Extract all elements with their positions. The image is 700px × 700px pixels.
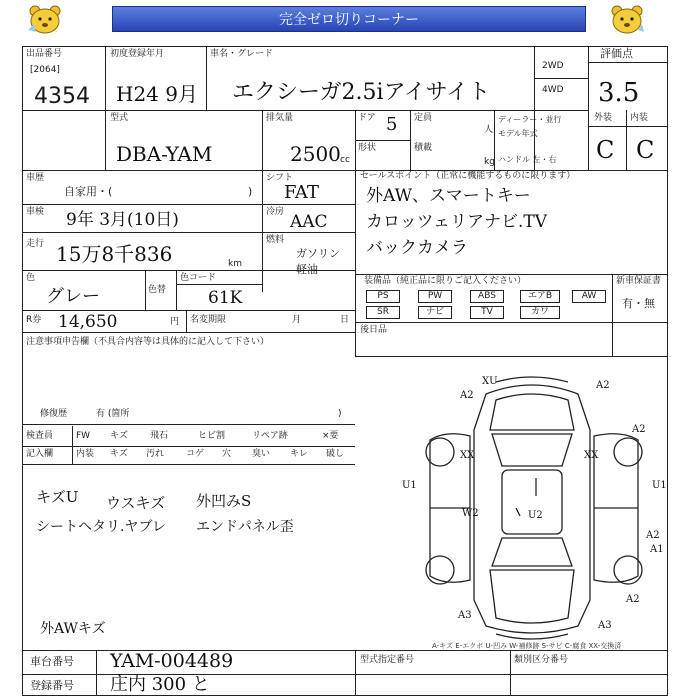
equipment-label: 装備品（純正品に限りご記入ください）: [364, 276, 527, 286]
registration-period-label: 名変期限: [190, 315, 227, 325]
inspection-value: 9年 3月(10日): [66, 210, 179, 230]
drive-4wd-label: 4WD: [542, 85, 564, 95]
aircon-value: AAC: [290, 212, 328, 232]
interior-dirt: 汚れ: [146, 449, 165, 459]
inspection-label: 車検: [26, 207, 45, 217]
equip-aw: AW: [572, 290, 606, 303]
inspector-label: 検査員: [26, 431, 54, 441]
model-type-value: DBA-YAM: [116, 142, 213, 166]
color-change-label: 色替: [148, 285, 167, 295]
damage-mark-a2-front-left: A2: [460, 390, 474, 401]
vehicle-category-close: ): [248, 185, 253, 198]
selling-point-2: カロッツェリアナビ.TV: [366, 212, 547, 232]
lot-number: 4354: [34, 84, 90, 109]
equip-navi: ナビ: [418, 306, 452, 319]
displacement-value: 2500: [290, 142, 341, 166]
shift-label: シフト: [266, 173, 294, 183]
car-damage-diagram: [400, 370, 668, 646]
equip-leather: カワ: [520, 306, 560, 319]
exterior-grade: C: [596, 136, 615, 164]
interior-smell: 臭い: [252, 449, 271, 459]
chassis-number-label: 車台番号: [30, 655, 74, 668]
doors-label: ドア: [358, 113, 376, 123]
damage-mark-u1-left: U1: [402, 480, 417, 491]
interior-cut: キレ: [290, 449, 308, 459]
selling-point-3: バックカメラ: [366, 238, 468, 258]
equip-sr: SR: [366, 306, 400, 319]
note-dent-s: 外凹みS: [196, 492, 252, 510]
equip-ps: PS: [366, 290, 400, 303]
damage-mark-a2-rear: A2: [626, 594, 640, 605]
bear-mascot-icon: [24, 4, 66, 34]
note-scratch-u: キズU: [36, 488, 79, 506]
vehicle-category-label: 車歴: [26, 173, 45, 183]
rear-items-label: 後日品: [360, 325, 388, 335]
interior-hole: 穴: [222, 449, 232, 459]
new-car-warranty-label: 新車保証書: [616, 276, 662, 286]
inspector-fw: FW: [76, 431, 91, 441]
vehicle-category-value: 自家用・(: [64, 185, 113, 198]
damage-mark-a2-right: A2: [632, 424, 646, 435]
inspector-required: ×要: [322, 431, 339, 441]
load-unit: kg: [484, 157, 495, 167]
note-end-panel: エンドパネル歪: [196, 519, 294, 535]
fuel-label: 燃料: [266, 235, 285, 245]
lot-code: [2064]: [30, 65, 60, 75]
damage-mark-u1-right: U1: [652, 480, 667, 491]
plate-number-label: 登録番号: [30, 679, 74, 692]
model-grade-label: 車名・グレード: [210, 49, 274, 59]
mileage-unit: km: [228, 259, 242, 269]
bear-mascot-icon: [606, 4, 648, 34]
damage-mark-xu-front: XU: [482, 376, 498, 387]
interior-label: 内装: [630, 113, 649, 123]
interior-label-2: 内装: [76, 449, 95, 459]
inspector-notes-label: 記入欄: [26, 449, 54, 459]
interior-scratch: キズ: [110, 449, 128, 459]
interior-burn: コゲ: [186, 449, 205, 459]
repair-history-label: 修復歴: [40, 409, 68, 419]
inspector-crack: ヒビ割: [198, 431, 226, 441]
damage-mark-xx-right: XX: [584, 450, 599, 461]
recycle-ticket-unit: 円: [170, 317, 180, 327]
damage-mark-a3-rear-left: A3: [458, 610, 472, 621]
recycle-ticket-label: R券: [26, 315, 42, 325]
fuel-option-gasoline: ガソリン: [296, 247, 340, 260]
equip-airbag: エアB: [520, 290, 560, 303]
inspector-chip: 飛石: [150, 431, 169, 441]
damage-mark-a2-front-right: A2: [596, 380, 610, 391]
damage-mark-a2-rear-right: A2: [646, 530, 660, 541]
color-code-label: 色コード: [180, 273, 217, 283]
type-approval-label: 型式指定番号: [360, 655, 415, 665]
lot-number-label: 出品番号: [26, 49, 63, 59]
doors-value: 5: [386, 114, 398, 135]
displacement-label: 排気量: [266, 113, 294, 123]
model-type-label: 型式: [110, 113, 129, 123]
repair-history-value: 有 (箇所: [96, 409, 130, 419]
dealer-label: ディーラー・並行: [498, 115, 562, 124]
damage-mark-xx-left: XX: [460, 450, 475, 461]
chassis-number-value: YAM-004489: [110, 650, 234, 672]
page-title: 完全ゼロ切りコーナー: [112, 6, 586, 32]
note-light-scratch: ウスキズ: [106, 494, 166, 512]
mileage-label: 走行: [26, 239, 45, 249]
equip-abs: ABS: [470, 290, 504, 303]
damage-mark-u2: U2: [528, 510, 543, 521]
mileage-value: 15万8千836: [56, 242, 173, 266]
fuel-option-diesel: 軽油: [296, 263, 318, 276]
color-label: 色: [26, 273, 36, 283]
registration-period-day: 日: [340, 315, 350, 325]
selling-point-1: 外AW、スマートキー: [366, 186, 531, 206]
new-car-warranty-value: 有・無: [622, 297, 655, 310]
selling-points-label: セールスポイント（正常に機能するものに限ります）: [360, 171, 576, 181]
damage-mark-w2: W2: [462, 508, 479, 519]
aircon-label: 冷房: [266, 207, 285, 217]
plate-number-value: 庄内 300 と: [110, 674, 210, 695]
damage-mark-a1-rear: A1: [650, 544, 664, 555]
handle-label: ハンドル 左・右: [498, 155, 557, 164]
exterior-label: 外装: [594, 113, 613, 123]
registration-period-month: 月: [292, 315, 302, 325]
capacity-label: 定員: [414, 113, 433, 123]
equip-pw: PW: [418, 290, 452, 303]
drive-2wd-label: 2WD: [542, 61, 564, 71]
first-registration-value: H24 9月: [116, 82, 198, 106]
category-number-label: 類別区分番号: [514, 655, 569, 665]
color-code-value: 61K: [208, 288, 243, 308]
recycle-ticket-value: 14,650: [58, 312, 118, 332]
displacement-unit: cc: [340, 155, 350, 165]
shift-value: FAT: [284, 182, 319, 203]
inspector-scratch: キズ: [110, 431, 128, 441]
score-value: 3.5: [598, 78, 640, 108]
note-seat-wear: シートヘタリ.ヤブレ: [36, 519, 166, 535]
load-label: 積載: [414, 143, 433, 153]
damage-mark-a3-rear-right: A3: [598, 620, 612, 631]
capacity-unit: 人: [484, 125, 494, 135]
first-registration-label: 初度登録年月: [110, 49, 165, 59]
notes-label: 注意事項申告欄（不具合内容等は具体的に記入して下さい）: [26, 337, 270, 347]
damage-legend: A-キズ E-エクボ U-凹み W-補修跡 S-サビ C-腐食 XX-交換済: [432, 642, 622, 650]
color-value: グレー: [46, 286, 100, 307]
inspector-repair: リペア跡: [252, 431, 288, 441]
score-label: 評価点: [600, 47, 633, 60]
note-aw-scratch: 外AWキズ: [40, 621, 106, 637]
interior-tear: 破し: [326, 449, 345, 459]
repair-history-close: ): [338, 409, 342, 419]
model-grade-value: エクシーガ2.5iアイサイト: [232, 80, 491, 105]
model-year-label: モデル年式: [498, 129, 538, 138]
equip-tv: TV: [470, 306, 504, 319]
interior-grade: C: [636, 136, 655, 164]
shape-label: 形状: [358, 143, 377, 153]
